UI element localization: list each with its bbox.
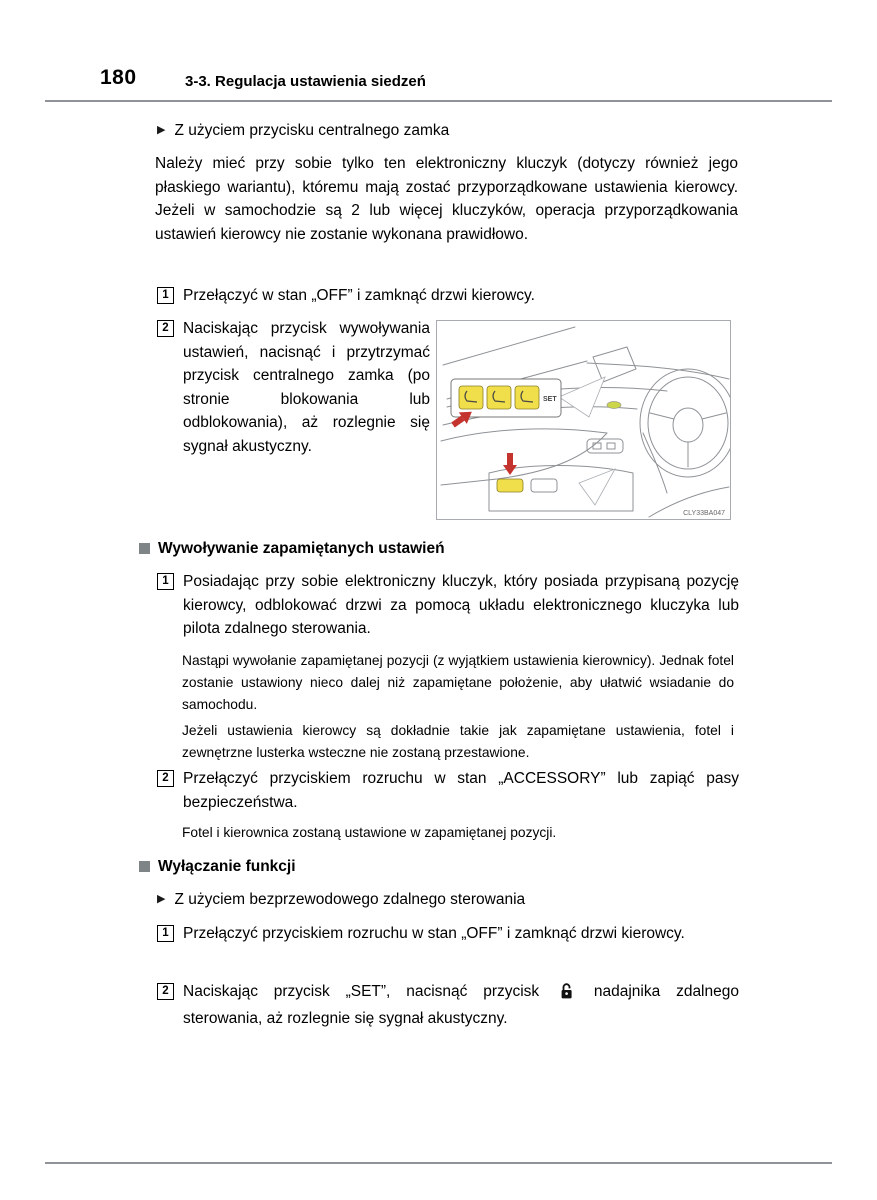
pointer-heading-label: Z użyciem przycisku centralnego zamka [174, 122, 450, 139]
header-rule [45, 100, 832, 102]
page-number: 180 [100, 66, 137, 89]
step-text: Naciskając przycisk wywoływania ustawień, nacisnąć i przytrzymać przycisk centralnego zamka (po stronie blokowania lub odblokowania), aż rozlegnie się sygnał akustyczny. [183, 320, 430, 455]
footer-rule [45, 1162, 832, 1164]
step-text: Przełączyć przyciskiem rozruchu w stan „OFF” i zamknąć drzwi kierowcy. [183, 925, 685, 942]
recall-step-1 [157, 570, 739, 641]
red-arrow-lock [503, 453, 517, 475]
pointer-heading-central-lock [157, 119, 449, 143]
step-number-box: 1 [157, 287, 174, 304]
section-square-icon [139, 861, 150, 872]
memorize-step-1 [157, 284, 743, 308]
step-text: Przełączyć przyciskiem rozruchu w stan „ACCESSORY” lub zapiąć pasy bezpieczeństwa. [183, 770, 739, 811]
car-interior-illustration [437, 321, 730, 519]
intro-paragraph: Należy mieć przy sobie tylko ten elektroniczny kluczyk (dotyczy również jego płaskiego wariantu), któremu mają zostać przyporządkowane ustawienia kierowcy. Jeżeli w samochodzie są 2 lub więcej kluczyków, operacja przyporządkowania ustawień kierowcy nie zostanie wykonana prawidłowo. [155, 155, 738, 243]
step-text: Posiadając przy sobie elektroniczny kluczyk, który posiada przypisaną pozycję kierowcy, odblokować drzwi za pomocą układu elektronicznego kluczyka lub pilota zdalnego sterowania. [183, 573, 739, 637]
pointer-heading-wireless-remote [157, 888, 525, 912]
memory-button-1 [459, 386, 483, 409]
step-number-box: 2 [157, 983, 174, 1000]
section-heading-label: Wyłączanie funkcji [158, 858, 296, 875]
section-heading-label: Wywoływanie zapamiętanych ustawień [158, 540, 445, 557]
step-text-before: Naciskając przycisk „SET”, nacisnąć przycisk [183, 983, 540, 1000]
figure-caption-code: CLY33BA047 [683, 510, 725, 517]
memory-button-2 [487, 386, 511, 409]
memorize-step-2 [157, 317, 430, 458]
pointer-heading-label: Z użyciem bezprzewodowego zdalnego sterowania [174, 891, 526, 908]
pointer-triangle-icon: ▶ [157, 124, 166, 136]
disable-step-1 [157, 922, 739, 946]
recall-note-1: Nastąpi wywołanie zapamiętanej pozycji (z wyjątkiem ustawienia kierownicy). Jednak fotel zostanie ustawiony nieco dalej niż zapamiętane położenie, aby ułatwić wsiadanie do samochodu. [182, 653, 734, 712]
step-text: Przełączyć w stan „OFF” i zamknąć drzwi kierowcy. [183, 287, 535, 304]
step-number-box: 1 [157, 573, 174, 590]
unlock-icon [559, 983, 574, 1007]
recall-step-2 [157, 767, 739, 814]
figure-seat-memory-buttons [436, 320, 731, 520]
pointer-triangle-icon: ▶ [157, 893, 166, 905]
step-text-after: nadajnika zdalnego sterowania, aż rozlegnie się sygnał akustyczny. [183, 983, 739, 1027]
step-number-box: 2 [157, 770, 174, 787]
step-number-box: 2 [157, 320, 174, 337]
section-square-icon [139, 543, 150, 554]
step-text [183, 980, 739, 1030]
disable-step-2 [157, 980, 739, 1030]
step-number-box: 1 [157, 925, 174, 942]
indicator-light [607, 402, 621, 409]
memory-button-3 [515, 386, 539, 409]
set-button-label: SET [543, 396, 557, 403]
section-heading-recall [139, 537, 445, 561]
recall-note-2: Jeżeli ustawienia kierowcy są dokładnie takie jak zapamiętane ustawienia, fotel i zewnętrzne lusterka wsteczne nie zostaną przestawione. [182, 723, 734, 760]
recall-note-3: Fotel i kierownica zostaną ustawione w zapamiętanej pozycji. [182, 825, 557, 840]
door-lock-button [497, 479, 523, 492]
door-unlock-button [531, 479, 557, 492]
section-heading-disable [139, 855, 296, 879]
section-title: 3-3. Regulacja ustawienia siedzeń [185, 73, 426, 90]
